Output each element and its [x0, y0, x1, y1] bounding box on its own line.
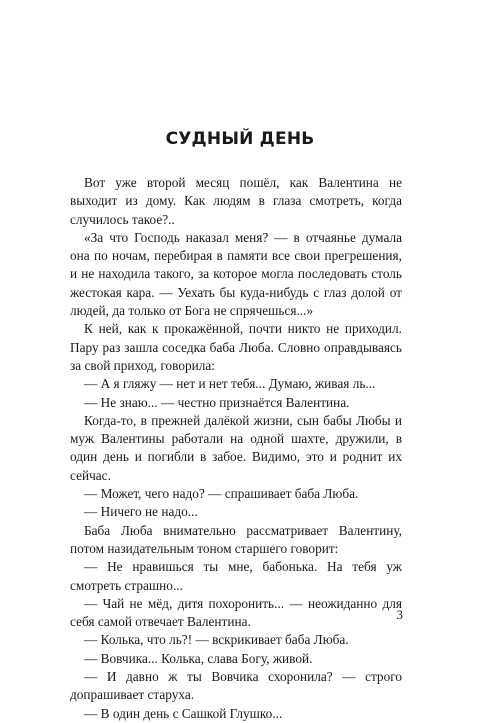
paragraph: К ней, как к прокажённой, почти никто не приходил. Пару раз зашла соседка баба Люба. Словно оправдываясь за свой приход, говорила:	[70, 321, 402, 373]
paragraph: — Не знаю... — честно признаётся Валентина.	[84, 394, 350, 410]
chapter-body	[70, 174, 402, 723]
paragraph: Баба Люба внимательно рассматривает Валентину, потом назидательным тоном старшего говорит:	[70, 522, 402, 556]
paragraph: — Вовчика... Колька, слава Богу, живой.	[84, 650, 313, 666]
page-number: 3	[396, 607, 403, 622]
paragraph: «За что Господь наказал меня? — в отчаянье думала она по ночам, перебирая в памяти все свои прегрешения, и не находила такого, за которое могла последовать столь жестокая кара. — Уехать бы куда-нибудь с глаз долой от людей, да только от Бога не спрячешься...»	[70, 229, 402, 319]
paragraph: — Может, чего надо? — спрашивает баба Люба.	[84, 486, 359, 502]
paragraph: — Колька, что ль?! — вскрикивает баба Люба.	[84, 632, 349, 648]
paragraph: — А я гляжу — нет и нет тебя... Думаю, живая ль...	[84, 376, 376, 392]
paragraph: — Не нравишься ты мне, бабонька. На тебя уж смотреть страшно...	[70, 559, 402, 593]
chapter-title: СУДНЫЙ ДЕНЬ	[165, 129, 315, 149]
paragraph: Вот уже второй месяц пошёл, как Валентина не выходит из дому. Как людям в глаза смотреть, когда случилось такое?..	[70, 175, 402, 227]
paragraph: — Ничего не надо...	[84, 504, 198, 520]
paragraph: — В один день с Сашкой Глушко...	[84, 705, 283, 721]
paragraph: Когда-то, в прежней далёкой жизни, сын бабы Любы и муж Валентины работали на одной шахте, дружили, в один день и погибли в забое. Видимо, это и роднит их сейчас.	[70, 412, 402, 483]
paragraph: — И давно ж ты Вовчика схоронила? — строго допрашивает старуха.	[70, 669, 402, 703]
paragraph: — Чай не мёд, дитя похоронить... — неожиданно для себя самой отвечает Валентина.	[70, 595, 402, 630]
